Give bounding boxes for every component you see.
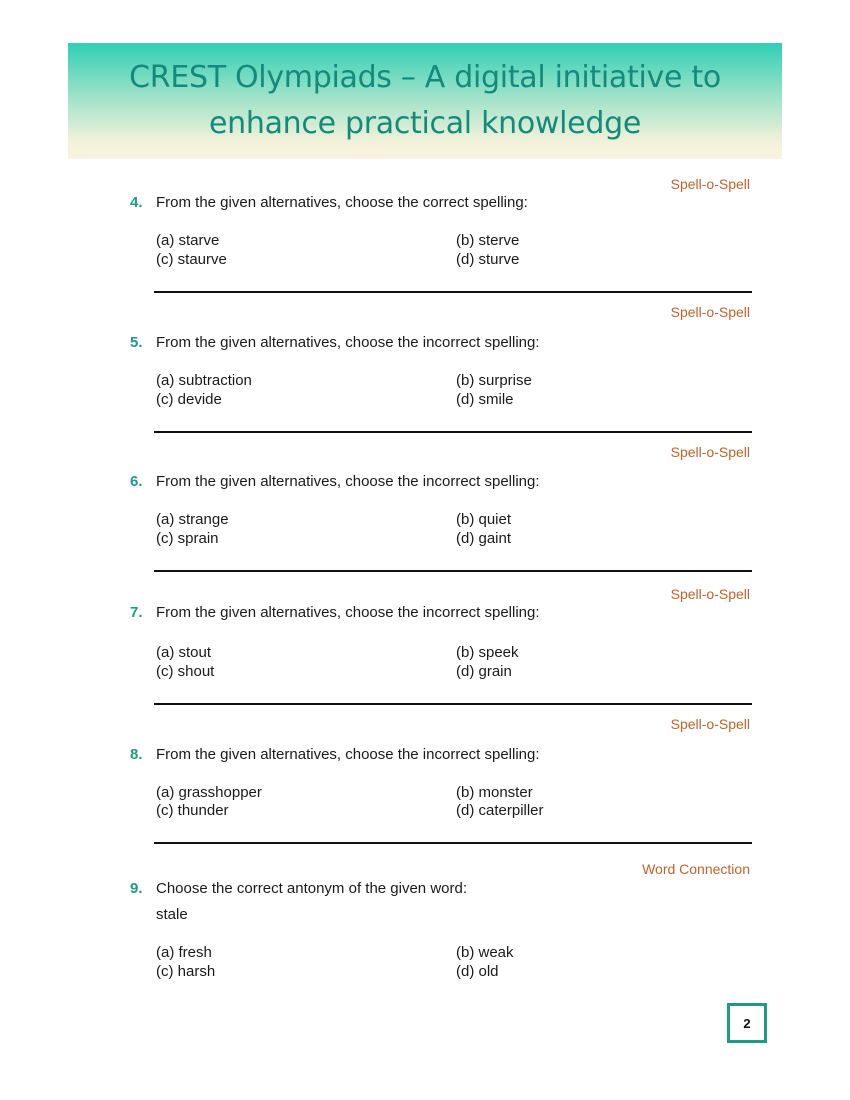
question-text: From the given alternatives, choose the incorrect spelling: [156,473,540,490]
question-category-tag: Spell-o-Spell [670,176,750,192]
question-number: 4. [130,194,143,211]
question-number: 6. [130,473,143,490]
header-banner [68,43,782,159]
question-category-tag: Spell-o-Spell [670,304,750,320]
question-divider [154,570,752,572]
question-text: From the given alternatives, choose the correct spelling: [156,194,528,211]
page-number-box [727,1003,767,1043]
question-category-tag: Spell-o-Spell [670,586,750,602]
question-number: 9. [130,880,143,897]
question-divider [154,703,752,705]
option-b: (b) monster [456,784,533,801]
option-b: (b) surprise [456,372,532,389]
given-word: stale [156,906,188,923]
option-d: (d) grain [456,663,512,680]
option-c: (c) devide [156,391,222,408]
option-c: (c) staurve [156,251,227,268]
option-b: (b) speek [456,644,519,661]
option-d: (d) gaint [456,530,512,547]
question-text: Choose the correct antonym of the given word: [156,880,468,897]
question-category-tag: Spell-o-Spell [670,444,750,460]
question-text: From the given alternatives, choose the incorrect spelling: [156,746,540,763]
option-a: (a) subtraction [156,372,252,389]
option-a: (a) starve [156,232,220,249]
question-text: From the given alternatives, choose the incorrect spelling: [156,334,540,351]
question-category-tag: Spell-o-Spell [670,716,750,732]
option-d: (d) caterpiller [456,802,544,819]
question-number: 5. [130,334,143,351]
question-number: 8. [130,746,143,763]
option-b: (b) quiet [456,511,512,528]
question-divider [154,431,752,433]
question-divider [154,291,752,293]
question-divider [154,842,752,844]
question-category-tag: Word Connection [642,861,750,877]
option-a: (a) grasshopper [156,784,262,801]
option-b: (b) sterve [456,232,520,249]
banner-title-line-1: CREST Olympiads – A digital initiative to [129,60,721,95]
question-number: 7. [130,604,143,621]
option-d: (d) old [456,963,499,980]
option-d: (d) sturve [456,251,520,268]
option-a: (a) fresh [156,944,212,961]
banner-title-line-2: enhance practical knowledge [209,106,641,141]
option-c: (c) sprain [156,530,219,547]
option-d: (d) smile [456,391,514,408]
option-c: (c) harsh [156,963,216,980]
option-b: (b) weak [456,944,514,961]
question-text: From the given alternatives, choose the incorrect spelling: [156,604,540,621]
option-a: (a) strange [156,511,229,528]
page-number: 2 [743,1015,751,1031]
option-c: (c) shout [156,663,215,680]
option-c: (c) thunder [156,802,229,819]
option-a: (a) stout [156,644,212,661]
